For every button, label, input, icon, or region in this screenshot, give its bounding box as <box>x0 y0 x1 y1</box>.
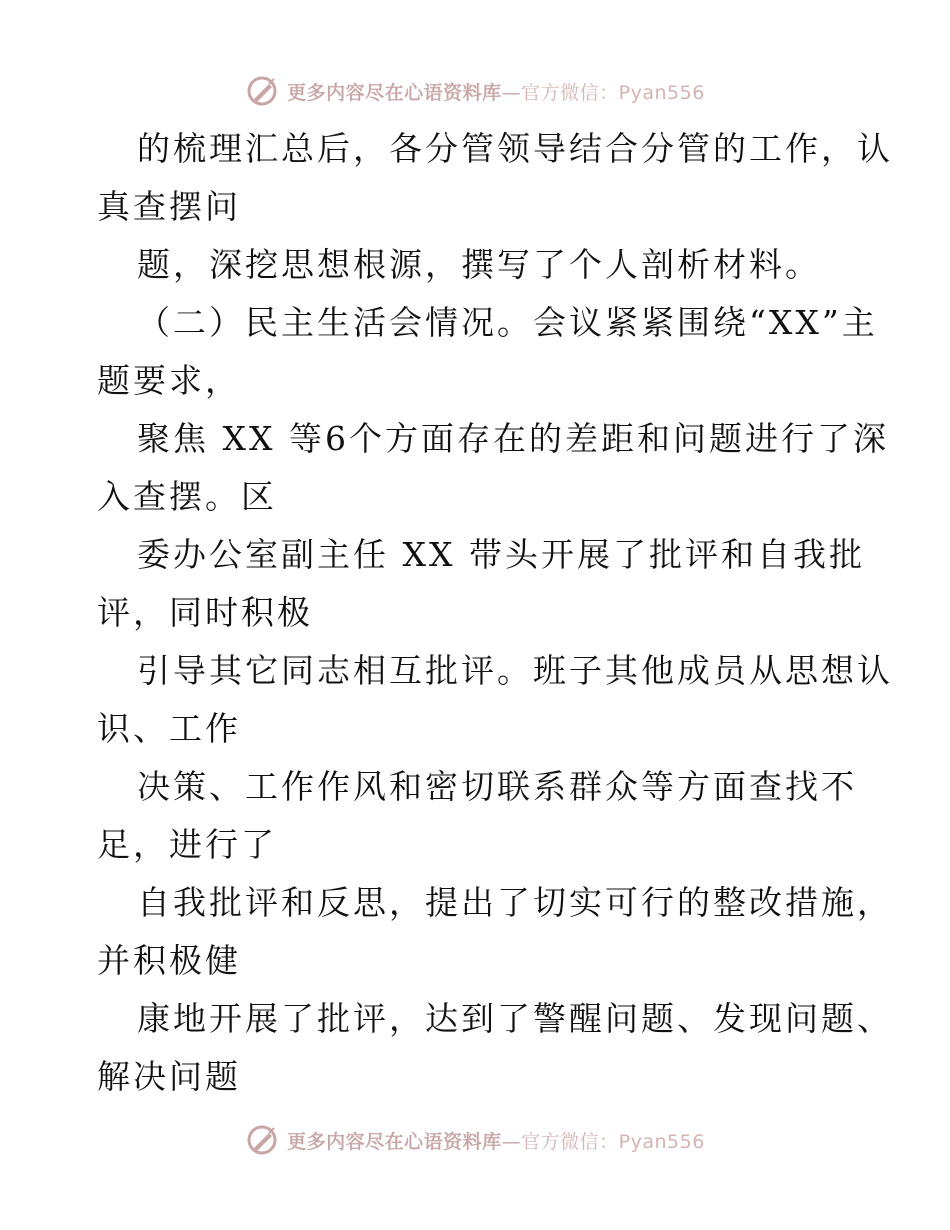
text-line: 聚焦 XX 等6个方面存在的差距和问题进行了深 <box>137 419 889 458</box>
text-line: 题，深挖思想根源，撰写了个人剖析材料。 <box>137 245 821 284</box>
text-line: 真查摆问 <box>97 187 241 226</box>
text-line: 并积极健 <box>97 941 241 980</box>
footer-text <box>287 1127 705 1154</box>
text-line: 入查摆。区 <box>97 477 277 516</box>
footer-separator: — <box>501 1130 522 1153</box>
footer-brand: 更多内容尽在心语资料库 <box>287 1130 502 1153</box>
header-brand: 更多内容尽在心语资料库 <box>287 81 502 104</box>
header-banner <box>0 71 950 111</box>
text-line: 引导其它同志相互批评。班子其他成员从思想认 <box>137 651 893 690</box>
header-wechat: 官方微信：Pyan556 <box>521 81 705 104</box>
text-line: 解决问题 <box>97 1057 241 1096</box>
text-line: 决策、工作作风和密切联系群众等方面查找不 <box>137 767 857 806</box>
text-line: 的梳理汇总后，各分管领导结合分管的工作，认 <box>137 129 893 168</box>
text-line: 题要求， <box>97 361 241 400</box>
text-line: 自我批评和反思，提出了切实可行的整改措施， <box>137 883 893 922</box>
pen-circle-icon <box>245 74 279 108</box>
header-separator: — <box>501 81 522 104</box>
text-line: （二）民主生活会情况。会议紧紧围绕“XX”主 <box>137 303 878 342</box>
text-line: 足，进行了 <box>97 825 277 864</box>
document-body <box>97 120 893 1106</box>
footer-banner <box>0 1120 950 1160</box>
text-line: 康地开展了批评，达到了警醒问题、发现问题、 <box>137 999 893 1038</box>
footer-wechat: 官方微信：Pyan556 <box>521 1130 705 1153</box>
header-text <box>287 78 705 105</box>
text-line: 识、工作 <box>97 709 241 748</box>
text-line: 评，同时积极 <box>97 593 313 632</box>
pen-circle-icon <box>245 1123 279 1157</box>
text-line: 委办公室副主任 XX 带头开展了批评和自我批 <box>137 535 865 574</box>
